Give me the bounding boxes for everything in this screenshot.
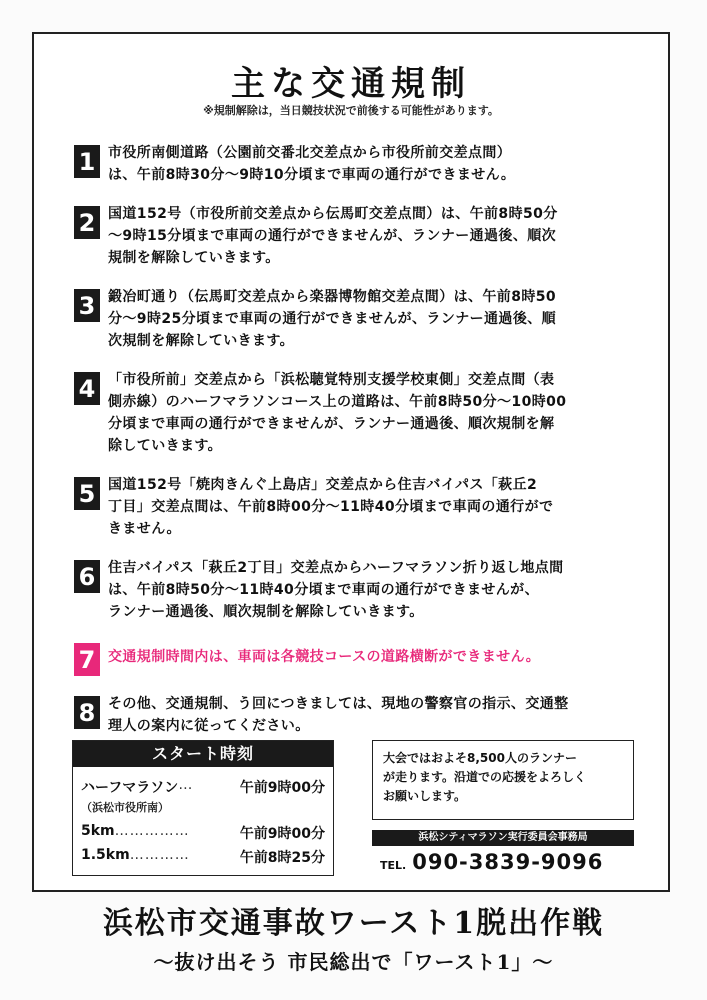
half-start-location: （浜松市役所南） bbox=[81, 801, 169, 814]
item-number-badge: 6 bbox=[74, 560, 100, 593]
item-text: 交通規制時間内は、車両は各競技コースの道路横断ができません。 bbox=[108, 649, 541, 665]
regulation-item-2 bbox=[74, 203, 664, 269]
campaign-title: 浜松市交通事故ワースト1脱出作戦 bbox=[102, 906, 605, 941]
notice-text: ※規制解除は，当日競技状況で前後する可能性があります。 bbox=[203, 104, 499, 117]
regulation-item-6 bbox=[74, 557, 664, 623]
page-title: 主な交通規制 bbox=[231, 64, 471, 104]
start-row-1-5km: 1.5km ………… 午前8時25分 bbox=[81, 847, 325, 866]
item-number-badge: 2 bbox=[74, 206, 100, 239]
start-times-heading: スタート時刻 bbox=[73, 741, 333, 767]
item-text: 市役所南側道路（公園前交番北交差点から市役所前交差点間） は、午前8時30分～9時10分頃まで車両の通行ができません。 bbox=[108, 145, 516, 183]
item-text: 住吉バイパス「萩丘2丁目」交差点からハーフマラソン折り返し地点間 は、午前8時50分～11時40分頃まで車両の通行ができませんが、 ランナー通過後、順次規制を解除していきます。 bbox=[108, 560, 564, 620]
item-text: 「市役所前」交差点から「浜松聴覚特別支援学校東側」交差点間（表 側赤線）のハーフマラソンコース上の道路は、午前8時50分～10時00 分頃まで車両の通行ができませんが、ランナー通過後、順次規制を解 除していきます。 bbox=[108, 372, 567, 454]
item-number-badge: 5 bbox=[74, 477, 100, 510]
contact-phone: TEL. 090-3839-9096 bbox=[380, 850, 604, 874]
item-text: 国道152号（市役所前交差点から伝馬町交差点間）は、午前8時50分 ～9時15分頃まで車両の通行ができませんが、ランナー通過後、順次 規制を解除していきます。 bbox=[108, 206, 558, 266]
item-number-badge: 4 bbox=[74, 372, 100, 405]
start-row-half: ハーフマラソン … 午前9時00分 bbox=[81, 777, 325, 796]
regulation-item-1 bbox=[74, 142, 664, 186]
item-text: その他、交通規制、う回につきましては、現地の警察官の指示、交通整 理人の案内に従ってください。 bbox=[108, 696, 569, 734]
regulation-item-8 bbox=[74, 693, 664, 737]
item-number-badge: 1 bbox=[74, 145, 100, 178]
regulation-item-5 bbox=[74, 474, 664, 540]
regulation-item-7 bbox=[74, 640, 664, 676]
item-text: 国道152号「焼肉きんぐ上島店」交差点から住吉バイパス「萩丘2 丁目」交差点間は、午前8時00分～11時40分頃まで車両の通行がで きません。 bbox=[108, 477, 554, 537]
regulation-list bbox=[74, 142, 664, 737]
regulation-item-4 bbox=[74, 369, 664, 457]
organizer-label: 浜松シティマラソン実行委員会事務局 bbox=[372, 830, 634, 846]
item-text: 鍛冶町通り（伝馬町交差点から楽器博物館交差点間）は、午前8時50 分～9時25分頃まで車両の通行ができませんが、ランナー通過後、順 次規制を解除していきます。 bbox=[108, 289, 557, 349]
runner-info-box: 大会ではおよそ8,500人のランナー が走ります。沿道での応援をよろしく お願いします。 bbox=[372, 740, 634, 820]
item-number-badge: 3 bbox=[74, 289, 100, 322]
item-number-badge: 8 bbox=[74, 696, 100, 729]
regulation-panel bbox=[32, 32, 670, 892]
item-number-badge: 7 bbox=[74, 643, 100, 676]
start-times-box bbox=[72, 740, 334, 876]
start-row-5km: 5km …………… 午前9時00分 bbox=[81, 823, 325, 842]
campaign-slogan: ～抜け出そう 市民総出で「ワースト1」～ bbox=[153, 950, 554, 974]
regulation-item-3 bbox=[74, 286, 664, 352]
